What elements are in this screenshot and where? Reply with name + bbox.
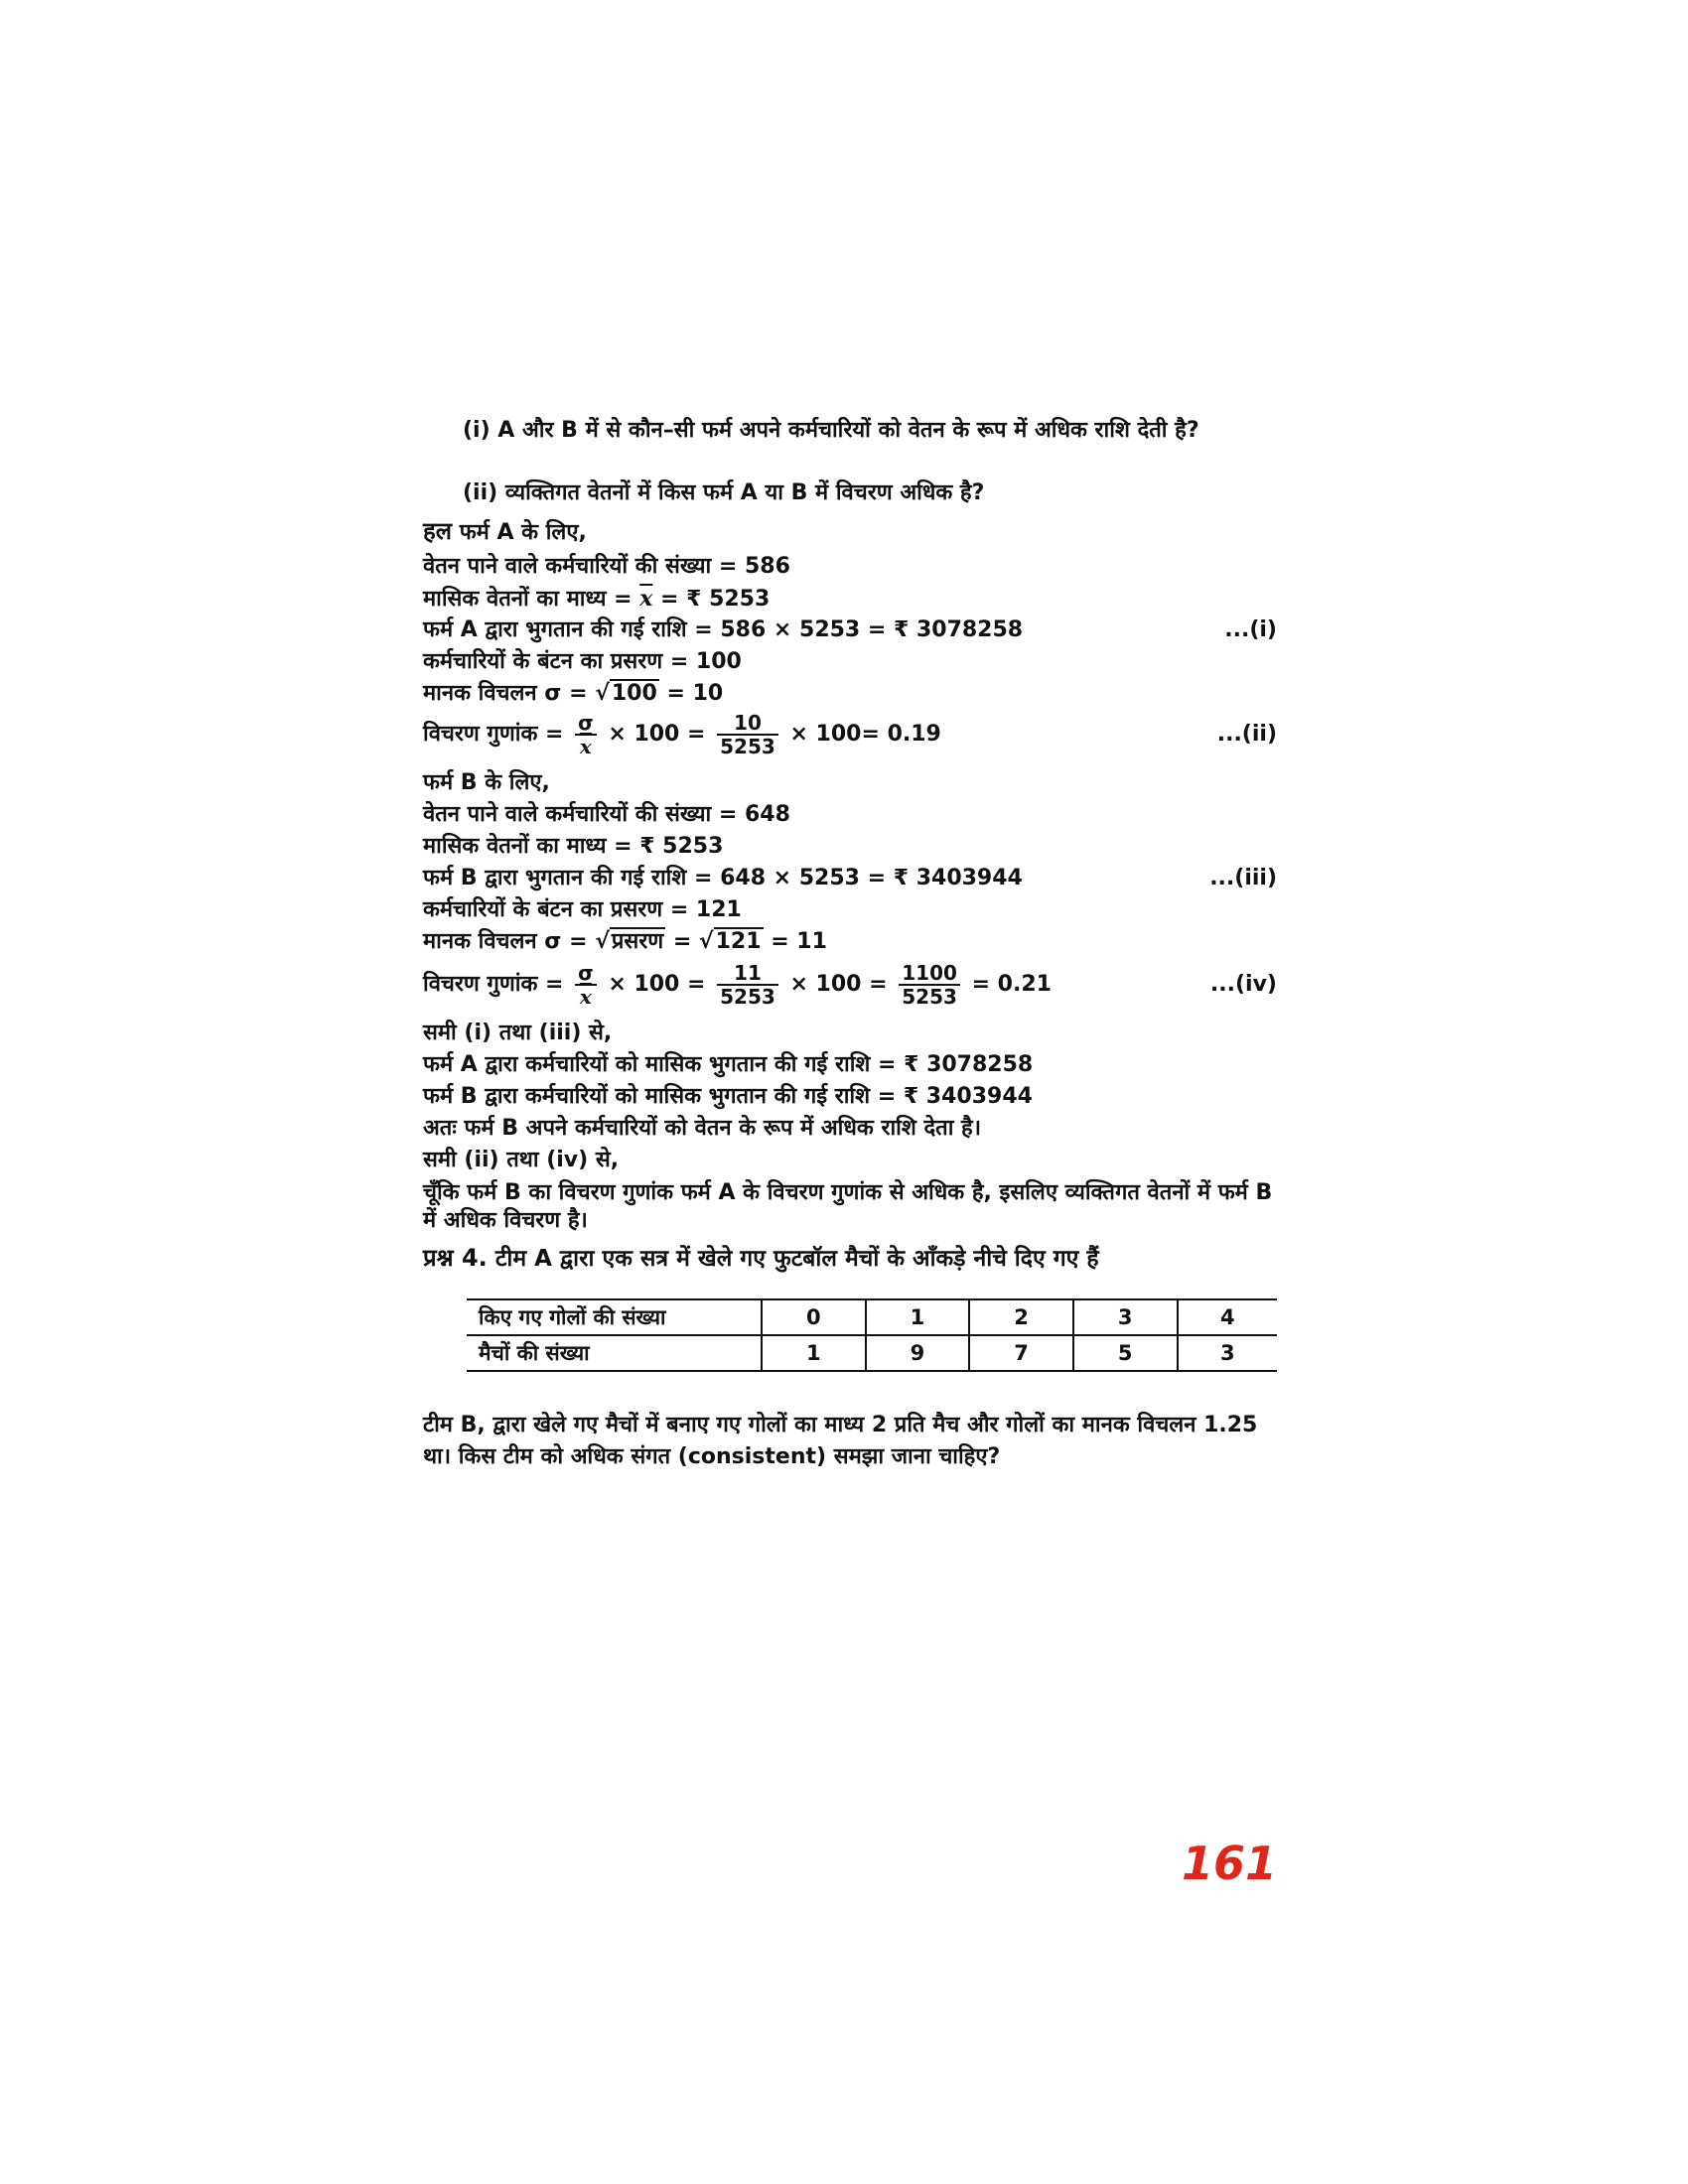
equation-ref-ii: ...(ii) bbox=[1216, 722, 1277, 747]
equation-ref-iv: ...(iv) bbox=[1209, 972, 1277, 997]
table-cell: 1 bbox=[866, 1299, 970, 1335]
goals-table bbox=[467, 1298, 1277, 1372]
table-cell: 9 bbox=[866, 1335, 970, 1371]
firm-b-sd-mid: = √ bbox=[665, 929, 714, 954]
firm-b-cv-label: विचरण गुणांक = bbox=[423, 972, 572, 997]
question-4-label: प्रश्न 4. bbox=[423, 1244, 488, 1272]
firm-a-cv-result: × 100= 0.19 bbox=[781, 722, 941, 747]
firm-b-cv-mid2: × 100 = bbox=[781, 972, 896, 997]
table-cell: 7 bbox=[969, 1335, 1073, 1371]
firm-a-sd-radicand: 100 bbox=[611, 681, 657, 706]
firm-a-heading-line bbox=[423, 516, 1277, 548]
firm-a-cv-mid: × 100 = bbox=[600, 722, 714, 747]
firm-b-mean: मासिक वेतनों का माध्य = ₹ 5253 bbox=[423, 834, 724, 859]
table-row-header: किए गए गोलों की संख्या bbox=[467, 1299, 762, 1335]
firm-a-sd bbox=[423, 679, 1277, 709]
question-i: (i) A और B में से कौन–सी फर्म अपने कर्मचारियों को वेतन के रूप में अधिक राशि देती है? bbox=[463, 418, 1199, 443]
question-ii: (ii) व्यक्तिगत वेतनों में किस फर्म A या B में विचरण अधिक है? bbox=[463, 480, 985, 505]
table-cell: 5 bbox=[1073, 1335, 1178, 1371]
table-cell: 2 bbox=[969, 1299, 1073, 1335]
firm-b-sd-result: = 11 bbox=[763, 929, 827, 954]
table-cell: 3 bbox=[1178, 1335, 1277, 1371]
from-eq-i-iii: समी (i) तथा (iii) से, bbox=[423, 1021, 613, 1045]
question-4 bbox=[423, 1243, 1277, 1274]
conclusion-1: अतः फर्म B अपने कर्मचारियों को वेतन के रूप में अधिक राशि देता है। bbox=[423, 1116, 982, 1141]
firm-b-variance: कर्मचारियों के बंटन का प्रसरण = 121 bbox=[423, 897, 742, 922]
question-4-followup: टीम B, द्वारा खेले गए मैचों में बनाए गए गोलों का माध्य 2 प्रति मैच और गोलों का मानक विचलन 1.25 था। किस टीम को अधिक संगत (consistent) समझा जाना चाहिए? bbox=[423, 1413, 1258, 1469]
firm-b-sd-radicand-variance: प्रसरण bbox=[611, 929, 664, 954]
firm-b-cv-mid1: × 100 = bbox=[600, 972, 714, 997]
firm-a-mean-value: = ₹ 5253 bbox=[652, 587, 771, 612]
table-row bbox=[467, 1335, 1277, 1371]
table-cell: 1 bbox=[762, 1335, 866, 1371]
table-cell: 3 bbox=[1073, 1299, 1178, 1335]
equation-ref-iii: ...(iii) bbox=[1209, 866, 1277, 890]
from-eq-ii-iv: समी (ii) तथा (iv) से, bbox=[423, 1148, 620, 1172]
table-row-header: मैचों की संख्या bbox=[479, 1341, 590, 1365]
fraction-11-over-5253: $\frac{11}{5253}$ bbox=[717, 962, 778, 1008]
firm-a-cv bbox=[423, 707, 1277, 762]
firm-a-monthly-paid: फर्म A द्वारा कर्मचारियों को मासिक भुगतान की गई राशि = ₹ 3078258 bbox=[423, 1052, 1034, 1077]
firm-b-sd bbox=[423, 927, 1277, 957]
firm-a-sd-result: = 10 bbox=[658, 681, 724, 706]
question-4-text: टीम A द्वारा एक सत्र में खेले गए फुटबॉल मैचों के आँकड़े नीचे दिए गए हैं bbox=[494, 1246, 1099, 1272]
fraction-sigma-over-xbar: $\frac{\sigma}{x}$ bbox=[575, 962, 597, 1008]
table-cell: 4 bbox=[1178, 1299, 1277, 1335]
firm-a-mean-label: मासिक वेतनों का माध्य = bbox=[423, 587, 640, 612]
fraction-sigma-over-xbar: $\frac{\sigma}{x}$ bbox=[575, 712, 597, 757]
firm-a-mean bbox=[423, 584, 1277, 614]
firm-a-employees: वेतन पाने वाले कर्मचारियों की संख्या = 586 bbox=[423, 554, 790, 579]
page-number: 161 bbox=[1182, 1837, 1278, 1890]
firm-a-heading: फर्म A के लिए, bbox=[459, 520, 587, 545]
solution-label: हल bbox=[423, 517, 453, 545]
firm-a-paid bbox=[423, 615, 1277, 645]
firm-b-cv bbox=[423, 957, 1277, 1013]
table-cell: 0 bbox=[762, 1299, 866, 1335]
firm-a-variance: कर्मचारियों के बंटन का प्रसरण = 100 bbox=[423, 649, 742, 674]
equation-ref-i: ...(i) bbox=[1224, 617, 1277, 642]
firm-a-sd-label: मानक विचलन σ = √ bbox=[423, 681, 610, 706]
fraction-1100-over-5253: $\frac{1100}{5253}$ bbox=[899, 962, 960, 1008]
firm-b-sd-label: मानक विचलन σ = √ bbox=[423, 929, 610, 954]
firm-b-monthly-paid: फर्म B द्वारा कर्मचारियों को मासिक भुगतान की गई राशि = ₹ 3403944 bbox=[423, 1084, 1033, 1109]
firm-b-paid-text: फर्म B द्वारा भुगतान की गई राशि = 648 × 5253 = ₹ 3403944 bbox=[423, 866, 1023, 890]
firm-b-sd-radicand-121: 121 bbox=[715, 929, 762, 954]
x-bar-symbol: $\overline{x}$ bbox=[639, 586, 653, 612]
firm-b-cv-result: = 0.21 bbox=[963, 972, 1052, 997]
firm-b-heading: फर्म B के लिए, bbox=[423, 770, 550, 795]
conclusion-2: चूँकि फर्म B का विचरण गुणांक फर्म A के विचरण गुणांक से अधिक है, इसलिए व्यक्तिगत वेतनों में फर्म B में अधिक विचरण है। bbox=[423, 1180, 1273, 1233]
firm-b-employees: वेतन पाने वाले कर्मचारियों की संख्या = 648 bbox=[423, 802, 790, 827]
firm-b-paid bbox=[423, 864, 1277, 893]
fraction-10-over-5253: $\frac{10}{5253}$ bbox=[717, 712, 778, 757]
table-row bbox=[467, 1299, 1277, 1335]
firm-a-cv-label: विचरण गुणांक = bbox=[423, 722, 572, 747]
firm-a-paid-text: फर्म A द्वारा भुगतान की गई राशि = 586 × 5253 = ₹ 3078258 bbox=[423, 617, 1024, 642]
